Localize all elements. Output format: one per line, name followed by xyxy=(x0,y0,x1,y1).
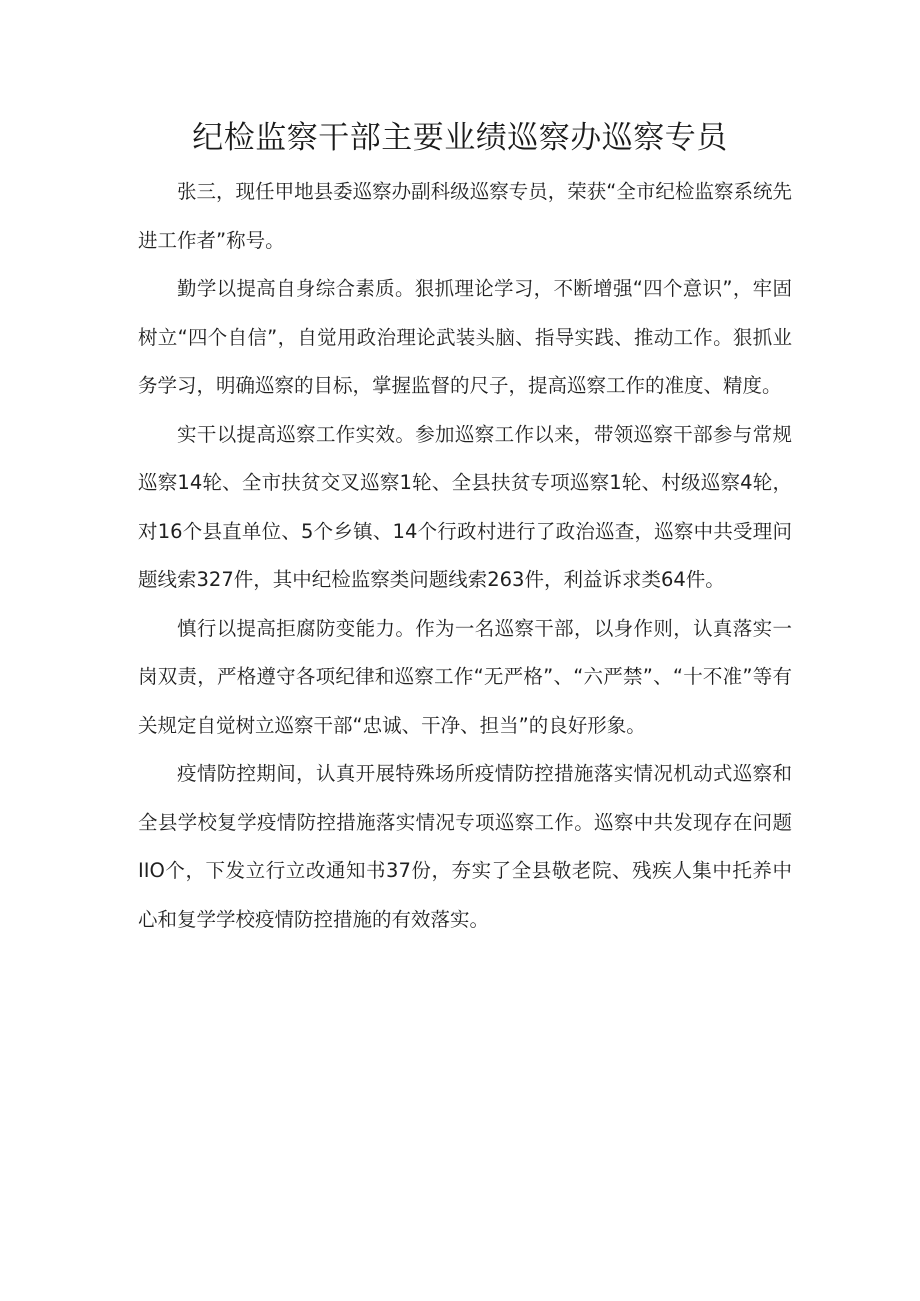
paragraph-study: 勤学以提高自身综合素质。狠抓理论学习，不断增强“四个意识”，牢固树立“四个自信”，自觉用政治理论武装头脑、指导实践、推动工作。狠抓业务学习，明确巡察的目标，掌握监督的尺子，提高巡察工作的准度、精度。 xyxy=(138,277,792,397)
paragraph-intro: 张三，现任甲地县委巡察办副科级巡察专员，荣获“全市纪检监察系统先进工作者”称号。 xyxy=(138,180,792,252)
paragraph-conduct: 慎行以提高拒腐防变能力。作为一名巡察干部，以身作则，认真落实一岗双责，严格遵守各项纪律和巡察工作“无严格”、“六严禁”、“十不准”等有关规定自觉树立巡察干部“忠诚、干净、担当”的良好形象。 xyxy=(138,616,792,737)
paragraph-epidemic: 疫情防控期间，认真开展特殊场所疫情防控措施落实情况机动式巡察和全县学校复学疫情防控措施落实情况专项巡察工作。巡察中共发现存在问题IIO个，下发立行立改通知书37份，夯实了全县敬老院、残疾人集中托养中心和复学学校疫情防控措施的有效落实。 xyxy=(138,762,792,931)
document-body xyxy=(138,168,792,944)
document-title: 纪检监察干部主要业绩巡察办巡察专员 xyxy=(192,120,728,156)
paragraph-work: 实干以提高巡察工作实效。参加巡察工作以来，带领巡察干部参与常规巡察14轮、全市扶贫交叉巡察1轮、全县扶贫专项巡察1轮、村级巡察4轮，对16个县直单位、5个乡镇、14个行政村进行了政治巡查，巡察中共受理问题线索327件，其中纪检监察类问题线索263件，利益诉求类64件。 xyxy=(138,422,792,591)
